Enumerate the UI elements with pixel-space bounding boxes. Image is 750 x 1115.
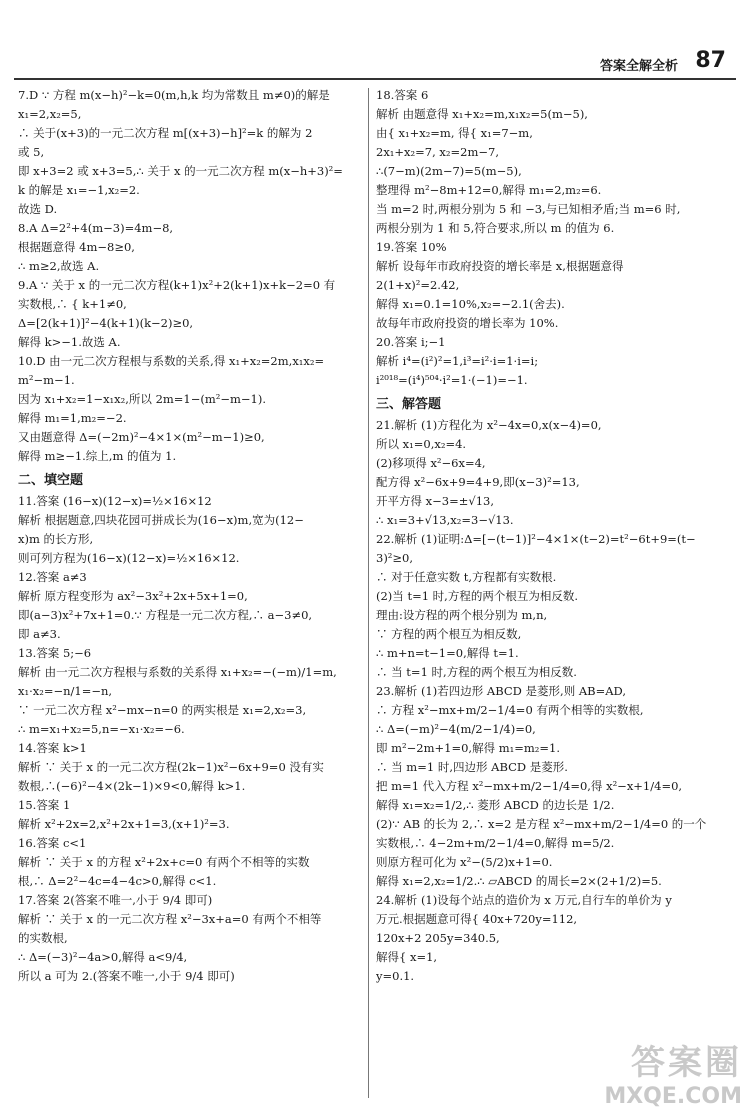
text-line: 根据题意得 4m−8≥0, — [18, 240, 135, 254]
text-line: 11.答案 (16−x)(12−x)=½×16×12 — [18, 494, 212, 508]
text-line: 3)²≥0, — [376, 551, 414, 565]
text-line: 根,∴ Δ=2²−4c=4−4c>0,解得 c<1. — [18, 874, 217, 888]
text-line: Δ=[2(k+1)]²−4(k+1)(k−2)≥0, — [18, 316, 194, 330]
section-heading: 二、填空题 — [18, 473, 84, 488]
text-line: 由{ x₁+x₂=m, 得{ x₁=7−m, — [376, 126, 533, 140]
text-line: 解析 设每年市政府投资的增长率是 x,根据题意得 — [376, 259, 624, 273]
text-line: 9.A ∵ 关于 x 的一元二次方程(k+1)x²+2(k+1)x+k−2=0 有 — [18, 278, 336, 292]
text-line: 120x+2 205y=340.5, — [376, 931, 500, 945]
text-line: 15.答案 1 — [18, 798, 71, 812]
text-line: 解析 根据题意,四块花园可拼成长为(16−x)m,宽为(12− — [18, 513, 304, 527]
text-line: 故选 D. — [18, 202, 58, 216]
text-line: 19.答案 10% — [376, 240, 447, 254]
text-line: 的实数根, — [18, 931, 68, 945]
text-line: 24.解析 (1)设每个站点的造价为 x 万元,自行车的单价为 y — [376, 893, 672, 907]
text-line: k 的解是 x₁=−1,x₂=2. — [18, 183, 140, 197]
text-line: 又由题意得 Δ=(−2m)²−4×1×(m²−m−1)≥0, — [18, 430, 265, 444]
text-line: 即 m²−2m+1=0,解得 m₁=m₂=1. — [376, 741, 561, 755]
text-line: 因为 x₁+x₂=1−x₁x₂,所以 2m=1−(m²−m−1). — [18, 392, 267, 406]
text-line: 当 m=2 时,两根分别为 5 和 −3,与已知相矛盾;当 m=6 时, — [376, 202, 681, 216]
section-heading: 三、解答题 — [376, 397, 442, 412]
text-line: 18.答案 6 — [376, 88, 429, 102]
text-line: 即 a≠3. — [18, 627, 61, 641]
text-line: 两根分别为 1 和 5,符合要求,所以 m 的值为 6. — [376, 221, 615, 235]
text-line: 解析 ∵ 关于 x 的一元二次方程(2k−1)x²−6x+9=0 没有实 — [18, 760, 324, 774]
text-line: y=0.1. — [376, 969, 415, 983]
text-line: 14.答案 k>1 — [18, 741, 87, 755]
text-line: 20.答案 i;−1 — [376, 335, 446, 349]
text-line: ∴ 关于(x+3)的一元二次方程 m[(x+3)−h]²=k 的解为 2 — [18, 126, 313, 140]
text-line: ∴ m=x₁+x₂=5,n=−x₁·x₂=−6. — [18, 722, 185, 736]
text-line: 所以 a 可为 2.(答案不唯一,小于 9/4 即可) — [18, 969, 235, 983]
text-line: 故每年市政府投资的增长率为 10%. — [376, 316, 559, 330]
text-line: ∴ 方程 x²−mx+m/2−1/4=0 有两个相等的实数根, — [376, 703, 644, 717]
watermark-text: 答案圈 — [631, 1043, 742, 1083]
text-line: ∴(7−m)(2m−7)=5(m−5), — [376, 164, 522, 178]
text-line: 解得 x₁=0.1=10%,x₂=−2.1(舍去). — [376, 297, 565, 311]
text-line: 解得 k>−1.故选 A. — [18, 335, 121, 349]
header-title: 答案全解全析 — [599, 59, 678, 74]
text-line: 22.解析 (1)证明:Δ=[−(t−1)]²−4×1×(t−2)=t²−6t+9=(t− — [376, 532, 696, 546]
text-line: 12.答案 a≠3 — [18, 570, 87, 584]
text-line: (2)当 t=1 时,方程的两个根互为相反数. — [376, 589, 578, 603]
text-line: 把 m=1 代入方程 x²−mx+m/2−1/4=0,得 x²−x+1/4=0, — [376, 779, 683, 793]
text-line: 13.答案 5;−6 — [18, 646, 92, 660]
text-line: 解析 x²+2x=2,x²+2x+1=3,(x+1)²=3. — [18, 817, 230, 831]
text-line: ∵ 方程的两个根互为相反数, — [376, 627, 522, 641]
text-line: (2)移项得 x²−6x=4, — [376, 456, 486, 470]
watermark-url: MXQE.COM — [604, 1084, 742, 1109]
text-line: 解析 由一元二次方程根与系数的关系得 x₁+x₂=−(−m)/1=m, — [18, 665, 337, 679]
text-line: 即 x+3=2 或 x+3=5,∴ 关于 x 的一元二次方程 m(x−h+3)²= — [18, 164, 343, 178]
text-line: 配方得 x²−6x+9=4+9,即(x−3)²=13, — [376, 475, 580, 489]
watermark-logo — [604, 1035, 742, 1109]
text-line: x)m 的长方形, — [18, 532, 94, 546]
text-line: 解析 原方程变形为 ax²−3x²+2x+5x+1=0, — [18, 589, 248, 603]
text-line: 解析 ∵ 关于 x 的一元二次方程 x²−3x+a=0 有两个不相等 — [18, 912, 322, 926]
text-line: 2(1+x)²=2.42, — [376, 278, 460, 292]
text-line: (2)∵ AB 的长为 2,∴ x=2 是方程 x²−mx+m/2−1/4=0 的一个 — [376, 817, 707, 831]
text-line: 8.A Δ=2²+4(m−3)=4m−8, — [18, 221, 174, 235]
text-line: 解析 ∵ 关于 x 的方程 x²+2x+c=0 有两个不相等的实数 — [18, 855, 310, 869]
text-line: 解得{ x=1, — [376, 950, 438, 964]
text-line: 10.D 由一元二次方程根与系数的关系,得 x₁+x₂=2m,x₁x₂= — [18, 354, 325, 368]
text-line: 理由:设方程的两个根分别为 m,n, — [376, 608, 548, 622]
column-divider — [368, 88, 369, 1098]
text-line: x₁=2,x₂=5, — [18, 107, 82, 121]
text-line: 17.答案 2(答案不唯一,小于 9/4 即可) — [18, 893, 213, 907]
text-line: ∴ 对于任意实数 t,方程都有实数根. — [376, 570, 557, 584]
text-line: 16.答案 c<1 — [18, 836, 87, 850]
text-line: 解得 x₁=2,x₂=1/2.∴ ▱ABCD 的周长=2×(2+1/2)=5. — [376, 874, 662, 888]
text-line: 所以 x₁=0,x₂=4. — [376, 437, 467, 451]
text-line: ∴ m+n=t−1=0,解得 t=1. — [376, 646, 519, 660]
text-line: ∴ 当 t=1 时,方程的两个根互为相反数. — [376, 665, 577, 679]
text-line: ∴ Δ=(−3)²−4a>0,解得 a<9/4, — [18, 950, 188, 964]
text-line: 解析 由题意得 x₁+x₂=m,x₁x₂=5(m−5), — [376, 107, 588, 121]
text-line: 或 5, — [18, 145, 45, 159]
right-column — [376, 88, 726, 988]
page-number: 87 — [695, 48, 726, 73]
text-line: 21.解析 (1)方程化为 x²−4x=0,x(x−4)=0, — [376, 418, 602, 432]
text-line: 解得 m₁=1,m₂=−2. — [18, 411, 127, 425]
text-line: i²⁰¹⁸=(i⁴)⁵⁰⁴·i²=1·(−1)=−1. — [376, 373, 528, 387]
text-line: 整理得 m²−8m+12=0,解得 m₁=2,m₂=6. — [376, 183, 602, 197]
text-line: m²−m−1. — [18, 373, 75, 387]
header-divider — [14, 78, 736, 80]
text-line: 2x₁+x₂=7, x₂=2m−7, — [376, 145, 499, 159]
text-line: 数根,∴(−6)²−4×(2k−1)×9<0,解得 k>1. — [18, 779, 246, 793]
text-line: ∴ x₁=3+√13,x₂=3−√13. — [376, 513, 514, 527]
text-line: 则可列方程为(16−x)(12−x)=½×16×12. — [18, 551, 240, 565]
text-line: 则原方程可化为 x²−(5/2)x+1=0. — [376, 855, 553, 869]
text-line: ∵ 一元二次方程 x²−mx−n=0 的两实根是 x₁=2,x₂=3, — [18, 703, 307, 717]
text-line: x₁·x₂=−n/1=−n, — [18, 684, 113, 698]
text-line: 万元.根据题意可得{ 40x+720y=112, — [376, 912, 578, 926]
text-line: 即(a−3)x²+7x+1=0.∵ 方程是一元二次方程,∴ a−3≠0, — [18, 608, 313, 622]
text-line: 解析 i⁴=(i²)²=1,i³=i²·i=1·i=i; — [376, 354, 539, 368]
text-line: 实数根,∴ 4−2m+m/2−1/4=0,解得 m=5/2. — [376, 836, 615, 850]
text-line: ∴ 当 m=1 时,四边形 ABCD 是菱形. — [376, 760, 568, 774]
text-line: 解得 x₁=x₂=1/2,∴ 菱形 ABCD 的边长是 1/2. — [376, 798, 615, 812]
text-line: 7.D ∵ 方程 m(x−h)²−k=0(m,h,k 均为常数且 m≠0)的解是 — [18, 88, 330, 102]
left-column — [18, 88, 358, 988]
text-line: 解得 m≥−1.综上,m 的值为 1. — [18, 449, 177, 463]
text-line: 实数根,∴ { k+1≠0, — [18, 297, 127, 311]
text-line: 23.解析 (1)若四边形 ABCD 是菱形,则 AB=AD, — [376, 684, 627, 698]
text-line: ∴ Δ=(−m)²−4(m/2−1/4)=0, — [376, 722, 536, 736]
text-line: ∴ m≥2,故选 A. — [18, 259, 100, 273]
text-line: 开平方得 x−3=±√13, — [376, 494, 494, 508]
